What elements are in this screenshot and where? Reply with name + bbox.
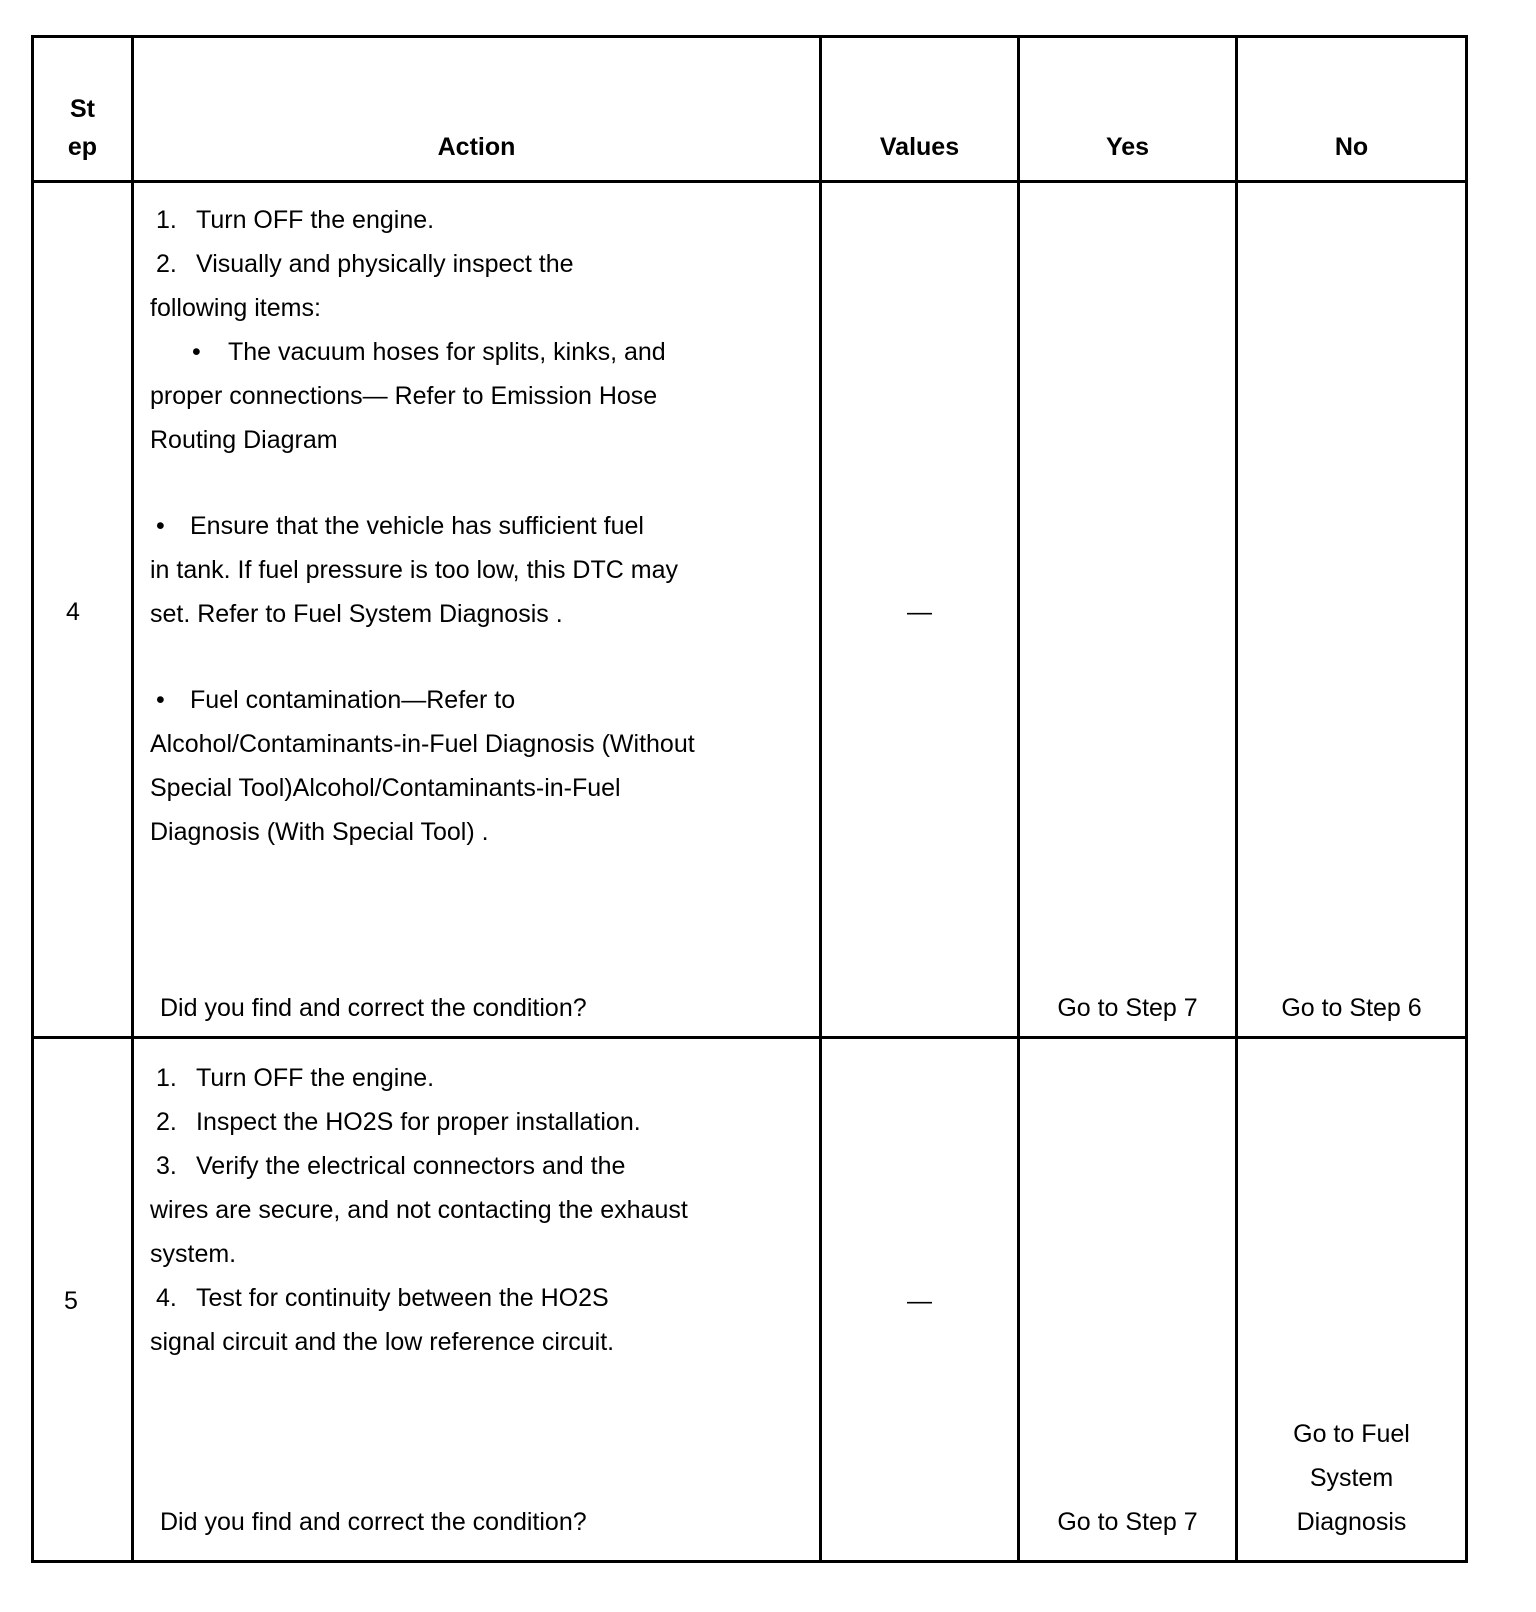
header-divider [31,180,1468,183]
spacer [150,462,815,504]
item-text: Verify the electrical connectors and the [196,1152,626,1180]
list-item [150,1144,815,1188]
list-item [150,678,815,722]
list-item [150,198,815,242]
header-step-line1: St [70,95,95,123]
item-number: 4. [156,1284,177,1312]
list-item [150,1056,815,1100]
header-step [34,90,131,166]
item-continuation: signal circuit and the low reference circuit. [150,1328,615,1356]
spacer [150,636,815,678]
item-text: Ensure that the vehicle has sufficient fuel [190,512,644,540]
row-divider [31,1036,1468,1039]
row-4-no: Go to Step 6 [1281,994,1422,1022]
col-divider-step [131,36,134,1563]
list-item [150,1100,815,1144]
header-yes: Yes [1105,133,1150,161]
item-text: Test for continuity between the HO2S [196,1284,609,1312]
item-number: 2. [156,250,177,278]
header-action: Action [437,133,516,161]
item-text: The vacuum hoses for splits, kinks, and [228,338,666,366]
item-continuation: system. [150,1240,237,1268]
bullet-icon: • [192,338,201,366]
list-item [150,330,815,374]
row-5-no [1238,1412,1465,1544]
item-continuation: proper connections— Refer to Emission Hose [150,382,658,410]
bullet-icon: • [156,686,165,714]
row-5-action [150,1056,815,1364]
item-text: Fuel contamination—Refer to [190,686,516,714]
item-text: Visually and physically inspect the [196,250,574,278]
item-text: Turn OFF the engine. [196,206,435,234]
no-line: Diagnosis [1296,1508,1407,1536]
item-continuation: set. Refer to Fuel System Diagnosis . [150,600,563,628]
bullet-icon: • [156,512,165,540]
row-5-yes: Go to Step 7 [1057,1508,1198,1536]
item-number: 3. [156,1152,177,1180]
item-continuation: wires are secure, and not contacting the exhaust [150,1196,688,1224]
table-border-bottom [31,1560,1468,1563]
row-5-values: — [907,1287,932,1315]
row-4-yes: Go to Step 7 [1057,994,1198,1022]
item-number: 1. [156,206,177,234]
no-line: System [1309,1464,1394,1492]
col-divider-action [819,36,822,1563]
item-continuation: Special Tool)Alcohol/Contaminants-in-Fuel [150,774,621,802]
item-number: 2. [156,1108,177,1136]
row-4-values: — [907,598,932,626]
item-continuation: following items: [150,294,321,322]
col-divider-yes [1235,36,1238,1563]
row-5-step: 5 [64,1287,78,1315]
row-4-question: Did you find and correct the condition? [160,994,587,1022]
col-divider-values [1017,36,1020,1563]
no-line: Go to Fuel [1293,1420,1410,1448]
item-text: Inspect the HO2S for proper installation. [196,1108,641,1136]
table-border-left [31,36,34,1563]
list-item [150,1276,815,1320]
table-border-right [1465,36,1468,1563]
item-text: Turn OFF the engine. [196,1064,435,1092]
header-values: Values [879,133,960,161]
row-4-action [150,198,815,854]
item-continuation: Routing Diagram [150,426,338,454]
row-5-question: Did you find and correct the condition? [160,1508,587,1536]
item-continuation: in tank. If fuel pressure is too low, this DTC may [150,556,678,584]
header-no: No [1334,133,1369,161]
list-item [150,242,815,286]
list-item [150,504,815,548]
header-step-line2: ep [67,133,98,161]
item-continuation: Alcohol/Contaminants-in-Fuel Diagnosis (Without [150,730,695,758]
item-number: 1. [156,1064,177,1092]
table-border-top [31,35,1468,38]
item-continuation: Diagnosis (With Special Tool) . [150,818,489,846]
row-4-step: 4 [66,598,80,626]
